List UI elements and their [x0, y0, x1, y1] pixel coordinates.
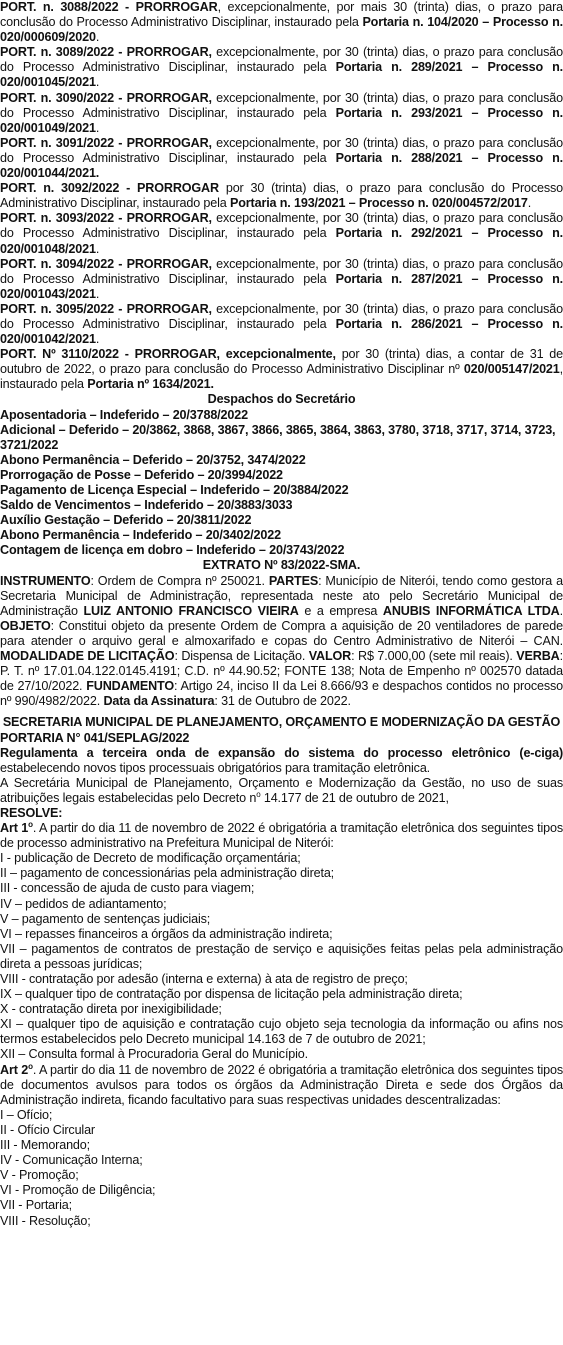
- despacho-item: Aposentadoria – Indeferido – 20/3788/2022: [0, 407, 248, 422]
- port-id: PORT. n. 3090/2022 - PRORROGAR,: [0, 90, 212, 105]
- partes-text2: e a empresa: [298, 603, 383, 618]
- art2-list-item: V - Promoção;: [0, 1168, 79, 1183]
- port-ref: Portaria n. 104/2020 – Processo n. 020/000609/2020: [0, 15, 563, 45]
- art1-list-item: II – pagamento de concessionárias pela administração direta;: [0, 866, 335, 881]
- ementa-bold: Regulamenta a terceira onda de expansão do sistema do processo eletrônico (e-ciga): [0, 745, 563, 760]
- art1-list: [0, 851, 563, 1062]
- fundamento-label: FUNDAMENTO: [86, 679, 175, 694]
- port-text: excepcionalmente, por 30 (trinta) dias, o prazo para conclusão do Processo Administrativo Disciplinar, instaurado pela: [0, 256, 563, 286]
- art2-list-item: III - Memorando;: [0, 1138, 90, 1153]
- port-end: .: [95, 75, 100, 90]
- port-text: excepcionalmente, por 30 (trinta) dias, o prazo para conclusão do Processo Administrativo Disciplinar, instaurado pela: [0, 45, 563, 75]
- port-id: PORT. n. 3095/2022 - PRORROGAR,: [0, 301, 212, 316]
- despacho-item: Contagem de licença em dobro – Indeferido – 20/3743/2022: [0, 543, 345, 558]
- secretario-name: LUIZ ANTONIO FRANCISCO VIEIRA: [83, 603, 299, 618]
- extrato-title: EXTRATO Nº 83/2022-SMA.: [202, 558, 361, 573]
- port-paragraph: [0, 91, 563, 136]
- art1-list-item: VII – pagamentos de contratos de prestação de serviço e aquisições feitas pelas pela administração direta a pessoas jurídicas;: [0, 941, 563, 971]
- port-text: excepcionalmente, por 30 (trinta) dias, o prazo para conclusão do Processo Administrativo Disciplinar, instaurado pela: [0, 211, 563, 241]
- art2-label: Art 2: [0, 1062, 29, 1077]
- art1-list-item: IX – qualquer tipo de contratação por dispensa de licitação pela administração direta;: [0, 987, 463, 1002]
- art1-list-item: I - publicação de Decreto de modificação orçamentária;: [0, 851, 301, 866]
- art1-label: Art 1: [0, 821, 29, 836]
- assinatura-text: : 31 de Outubro de 2022.: [214, 694, 351, 709]
- despacho-item: Pagamento de Licença Especial – Indeferido – 20/3884/2022: [0, 483, 349, 497]
- port-end: .: [95, 286, 100, 301]
- port-text: excepcionalmente, por 30 (trinta) dias, o prazo para conclusão do Processo Administrativo Disciplinar, instaurado pela: [0, 301, 563, 331]
- despacho-item: Abono Permanência – Deferido – 20/3752, 3474/2022: [0, 452, 306, 467]
- port-text: excepcionalmente, por 30 (trinta) dias, o prazo para conclusão do Processo Administrativo Disciplinar, instaurado pela: [0, 90, 563, 120]
- port-paragraph: [0, 257, 563, 302]
- instrumento-label: INSTRUMENTO: [0, 573, 91, 588]
- port-ref: Portaria n. 289/2021 – Processo n. 020/001045/2021: [0, 60, 563, 90]
- art1-paragraph: [0, 821, 563, 851]
- art1-list-item: VI – repasses financeiros a órgãos da administração indireta;: [0, 926, 333, 941]
- art1-list-item: V – pagamento de sentenças judiciais;: [0, 911, 211, 926]
- port-ref: Portaria n. 288/2021 – Processo n. 020/001044/2021.: [0, 150, 563, 181]
- port-end: .: [95, 332, 100, 347]
- port-3110-proc: 020/005147/2021: [463, 362, 560, 377]
- port-end: .: [527, 196, 532, 211]
- valor-text: : R$ 7.000,00 (sete mil reais).: [351, 649, 517, 664]
- art1-list-item: X - contratação direta por inexigibilidade;: [0, 1002, 222, 1017]
- port-id: PORT. n. 3094/2022 - PRORROGAR,: [0, 256, 212, 271]
- verba-label: VERBA: [516, 649, 560, 664]
- portarias-prorrogacao: [0, 0, 563, 347]
- modalidade-label: MODALIDADE DE LICITAÇÃO: [0, 649, 175, 664]
- art1-sup: o: [28, 819, 33, 829]
- port-3110-text1: por 30 (trinta) dias, a contar de 31 de outubro de 2022, o prazo para conclusão do Processo Administrativo Disciplinar nº: [0, 347, 563, 377]
- verba-text: : P. T. nº 17.01.04.122.0145.4191; C.D. nº 44.90.52; FONTE 138; Nota de Empenho nº 002570 datada de 27/10/2022.: [0, 649, 563, 694]
- port-paragraph: [0, 45, 563, 90]
- ementa: [0, 746, 563, 776]
- preambulo-text: A Secretária Municipal de Planejamento, Orçamento e Modernização da Gestão, no uso de suas atribuições legais estabelecidas pelo Decreto n: [0, 775, 563, 805]
- art1-list-item: XI – qualquer tipo de aquisição e contratação cujo objeto seja tecnologia da informação ou afins nos termos estabelecidos pelo Decreto municipal 14.163 de 7 de outubro de 2021;: [0, 1017, 563, 1047]
- modalidade-text: : Dispensa de Licitação.: [174, 649, 309, 664]
- art1-list-item: VIII - contratação por adesão (interna e externa) à ata de registro de preço;: [0, 972, 408, 986]
- port-paragraph: [0, 181, 563, 211]
- port-text: , excepcionalmente, por mais 30 (trinta) dias, o prazo para conclusão do Processo Administrativo Disciplinar, instaurado pela: [0, 0, 563, 30]
- port-3110-paragraph: [0, 347, 563, 392]
- despacho-item: Prorrogação de Posse – Deferido – 20/3994/2022: [0, 467, 283, 482]
- objeto-label: OBJETO: [0, 618, 51, 633]
- art2-list-item: VII - Portaria;: [0, 1198, 72, 1213]
- port-ref: Portaria n. 286/2021 – Processo n. 020/001042/2021: [0, 316, 563, 347]
- art2-list: [0, 1108, 563, 1229]
- resolve-heading: RESOLVE:: [0, 805, 63, 820]
- portaria-title: PORTARIA N° 041/SEPLAG/2022: [0, 730, 190, 745]
- port-paragraph: [0, 211, 563, 256]
- art1-text: . A partir do dia 11 de novembro de 2022 é obrigatória a tramitação eletrônica dos seguintes tipos de processo administrativo na Prefeitura Municipal de Niterói:: [0, 821, 563, 851]
- port-end: .: [95, 30, 100, 45]
- despacho-item: Saldo de Vencimentos – Indeferido – 20/3883/3033: [0, 498, 293, 513]
- port-ref: Portaria n. 293/2021 – Processo n. 020/001049/2021: [0, 105, 563, 135]
- art1-list-item: III - concessão de ajuda de custo para viagem;: [0, 881, 255, 896]
- port-paragraph: [0, 302, 563, 347]
- partes-text3: .: [559, 603, 563, 618]
- port-paragraph: [0, 0, 563, 45]
- partes-label: PARTES: [268, 573, 319, 588]
- art2-list-item: IV - Comunicação Interna;: [0, 1153, 143, 1168]
- partes-text1: : Município de Niterói, tendo como gestora a Secretaria Municipal de Administração, representada neste ato pelo Secretário Municipal de Administração: [0, 573, 563, 618]
- port-ref: Portaria n. 287/2021 – Processo n. 020/001043/2021: [0, 271, 563, 301]
- art2-list-item: VI - Promoção de Diligência;: [0, 1183, 156, 1198]
- art2-list-item: I – Ofício;: [0, 1107, 53, 1122]
- port-id: PORT. n. 3089/2022 - PRORROGAR,: [0, 45, 212, 60]
- ementa-rest: estabelecendo novos tipos processuais obrigatórios para tramitação eletrônica.: [0, 760, 431, 775]
- port-text: por 30 (trinta) dias, o prazo para conclusão do Processo Administrativo Disciplinar, instaurado pela: [0, 181, 563, 211]
- art2-list-item: II - Ofício Circular: [0, 1122, 95, 1137]
- port-ref: Portaria n. 292/2021 – Processo n. 020/001048/2021: [0, 226, 563, 256]
- port-3110-ref: Portaria nº 1634/2021.: [87, 377, 214, 392]
- port-id: PORT. n. 3092/2022 - PRORROGAR: [0, 181, 219, 196]
- port-3110-id: PORT. Nº 3110/2022 - PRORROGAR, excepcionalmente,: [0, 347, 336, 362]
- port-end: .: [95, 120, 100, 135]
- despacho-item: Abono Permanência – Indeferido – 20/3402/2022: [0, 528, 281, 543]
- port-text: excepcionalmente, por 30 (trinta) dias, o prazo para conclusão do Processo Administrativo Disciplinar, instaurado pela: [0, 135, 563, 165]
- port-end: .: [95, 241, 100, 256]
- port-id: PORT. n. 3093/2022 - PRORROGAR,: [0, 211, 212, 226]
- port-id: PORT. n. 3088/2022 - PRORROGAR: [0, 0, 218, 14]
- port-id: PORT. n. 3091/2022 - PRORROGAR,: [0, 135, 212, 150]
- assinatura-label: Data da Assinatura: [103, 694, 215, 709]
- port-paragraph: [0, 136, 563, 181]
- instrumento-text: : Ordem de Compra nº 250021.: [90, 573, 269, 588]
- preambulo-sup: o: [256, 789, 261, 799]
- despachos-list: [0, 408, 563, 559]
- despacho-item: Auxílio Gestação – Deferido – 20/3811/2022: [0, 513, 252, 528]
- objeto-text: : Constitui objeto da presente Ordem de Compra a aquisição de 20 ventiladores de parede para atender o arquivo geral e almoxarifado e copas do Centro Administrativo de Niterói – CAN.: [0, 618, 563, 648]
- preambulo: [0, 776, 563, 806]
- port-3110-text2: , instaurado pela: [0, 362, 563, 392]
- despachos-title: Despachos do Secretário: [207, 392, 356, 407]
- secretaria-title: SECRETARIA MUNICIPAL DE PLANEJAMENTO, ORÇAMENTO E MODERNIZAÇÃO DA GESTÃO: [2, 715, 561, 730]
- art2-list-item: VIII - Resolução;: [0, 1213, 91, 1228]
- empresa-name: ANUBIS INFORMÁTICA LTDA: [382, 603, 560, 618]
- preambulo-end: 14.177 de 21 de outubro de 2021,: [260, 790, 449, 805]
- art1-list-item: XII – Consulta formal à Procuradoria Geral do Município.: [0, 1047, 308, 1062]
- extrato-paragraph: [0, 574, 563, 710]
- art2-text: . A partir do dia 11 de novembro de 2022 é obrigatória a tramitação eletrônica dos seguintes tipos de documentos avulsos para todos os órgãos da Administração Direta e sede dos Órgãos da Administração indireta, ficando facultativo para suas respectivas unidades descentralizadas:: [0, 1062, 563, 1107]
- art2-paragraph: [0, 1063, 563, 1108]
- art2-sup: o: [28, 1061, 33, 1071]
- art1-list-item: IV – pedidos de adiantamento;: [0, 896, 167, 911]
- port-ref: Portaria n. 193/2021 – Processo n. 020/004572/2017: [230, 196, 528, 211]
- despacho-item: Adicional – Deferido – 20/3862, 3868, 3867, 3866, 3865, 3864, 3863, 3780, 3718, 3717, 3714, 3723, 3721/2022: [0, 422, 556, 452]
- fundamento-text: : Artigo 24, inciso II da Lei 8.666/93 e despachos contidos no processo nº 990/4982/2022.: [0, 679, 563, 709]
- valor-label: VALOR: [308, 649, 352, 664]
